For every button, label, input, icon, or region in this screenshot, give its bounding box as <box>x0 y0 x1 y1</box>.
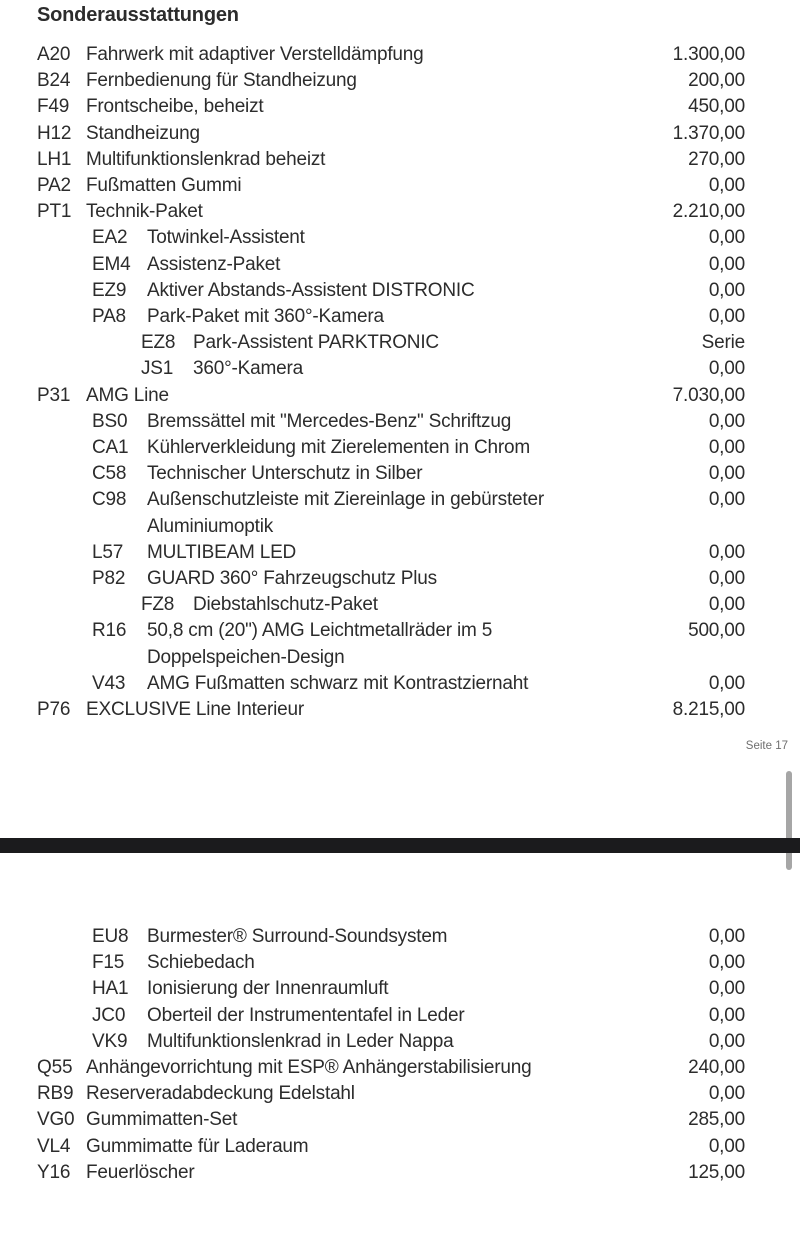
option-price: 1.370,00 <box>672 122 745 144</box>
option-desc: Technik-Paket <box>86 201 203 223</box>
option-code: LH1 <box>37 148 72 170</box>
option-desc-block <box>147 409 511 435</box>
option-desc: Frontscheibe, beheizt <box>86 96 264 118</box>
option-row <box>0 68 800 94</box>
option-code: B24 <box>37 70 71 92</box>
option-price: 0,00 <box>708 437 745 459</box>
option-code: A20 <box>37 44 71 65</box>
option-row <box>0 976 800 1002</box>
option-code: HA1 <box>92 978 129 1000</box>
option-code: L57 <box>92 541 124 563</box>
option-desc-line2: Aluminiumoptik <box>147 515 274 537</box>
option-code: Y16 <box>37 1161 71 1183</box>
option-price: 0,00 <box>708 1083 745 1105</box>
option-desc: Fußmatten Gummi <box>86 175 242 197</box>
option-desc-block <box>86 147 325 173</box>
option-desc-block <box>193 330 439 356</box>
option-desc: Gummimatte für Laderaum <box>86 1135 309 1157</box>
option-price: 0,00 <box>708 1004 745 1026</box>
option-desc: Schiebedach <box>147 952 255 974</box>
option-code: EU8 <box>92 926 129 947</box>
document-title: Sonderausstattungen <box>37 4 239 26</box>
option-desc: Gummimatten-Set <box>86 1109 238 1131</box>
option-code: EZ9 <box>92 279 127 301</box>
option-desc: Technischer Unterschutz in Silber <box>147 463 423 485</box>
option-desc-block <box>147 304 384 330</box>
option-row <box>0 592 800 618</box>
option-desc: Feuerlöscher <box>86 1161 195 1183</box>
option-price: 2.210,00 <box>672 201 745 223</box>
option-desc-block <box>147 252 280 278</box>
option-price: 500,00 <box>688 620 745 642</box>
option-row <box>0 618 800 670</box>
option-desc-block <box>147 976 388 1002</box>
option-row <box>0 225 800 251</box>
scrollbar-thumb[interactable] <box>786 771 792 870</box>
option-price: Serie <box>701 332 745 354</box>
option-desc: Totwinkel-Assistent <box>147 227 305 249</box>
option-desc-block <box>147 566 437 592</box>
option-price: 0,00 <box>708 1135 745 1157</box>
option-desc-block <box>147 671 528 697</box>
option-row <box>0 487 800 539</box>
option-price: 0,00 <box>708 672 745 694</box>
option-desc: Außenschutzleiste mit Ziereinlage in gebürsteter <box>147 489 544 511</box>
option-code: VL4 <box>37 1135 71 1157</box>
option-code: BS0 <box>92 410 128 432</box>
options-list-page1 <box>0 42 800 723</box>
options-list-page2 <box>0 853 800 1186</box>
option-desc-line2: Doppelspeichen-Design <box>147 646 345 668</box>
option-desc: Bremssättel mit "Mercedes-Benz" Schriftzug <box>147 410 512 432</box>
option-row <box>0 199 800 225</box>
option-price: 7.030,00 <box>672 384 745 406</box>
option-desc-block <box>147 435 530 461</box>
option-row <box>0 409 800 435</box>
option-desc: Aktiver Abstands-Assistent DISTRONIC <box>147 279 475 301</box>
option-row <box>0 252 800 278</box>
option-code: CA1 <box>92 437 129 459</box>
option-row <box>0 121 800 147</box>
option-desc: 50,8 cm (20") AMG Leichtmetallräder im 5 <box>147 620 493 642</box>
option-code: JS1 <box>141 358 174 380</box>
option-row <box>0 1107 800 1133</box>
option-price: 270,00 <box>688 148 745 170</box>
option-desc: Park-Paket mit 360°-Kamera <box>147 306 384 328</box>
option-desc: Diebstahlschutz-Paket <box>193 594 378 616</box>
option-row <box>0 671 800 697</box>
option-desc-block <box>86 697 304 723</box>
option-desc-block <box>147 1029 454 1055</box>
option-row <box>0 566 800 592</box>
option-desc-block <box>193 592 378 618</box>
option-row <box>0 383 800 409</box>
option-desc-block <box>147 618 492 670</box>
option-row <box>0 42 800 68</box>
option-price: 0,00 <box>708 358 745 380</box>
option-price: 0,00 <box>708 594 745 616</box>
option-desc-block <box>86 173 241 199</box>
option-code: V43 <box>92 672 126 694</box>
option-desc: EXCLUSIVE Line Interieur <box>86 699 305 721</box>
option-row <box>0 330 800 356</box>
option-desc: Reserveradabdeckung Edelstahl <box>86 1083 355 1105</box>
option-price: 285,00 <box>688 1109 745 1131</box>
option-row <box>0 1134 800 1160</box>
option-row <box>0 1029 800 1055</box>
option-price: 0,00 <box>708 227 745 249</box>
option-row <box>0 1055 800 1081</box>
option-price: 200,00 <box>688 70 745 92</box>
option-code: VK9 <box>92 1030 128 1052</box>
option-code: VG0 <box>37 1109 75 1131</box>
option-code: EZ8 <box>141 332 176 354</box>
option-desc: Standheizung <box>86 122 200 144</box>
option-desc: Burmester® Surround-Soundsystem <box>147 926 448 947</box>
option-price: 0,00 <box>708 926 745 947</box>
option-desc-block <box>86 383 169 409</box>
option-row <box>0 356 800 382</box>
page-separator <box>0 838 800 853</box>
option-desc-block <box>86 68 357 94</box>
option-price: 240,00 <box>688 1057 745 1079</box>
option-desc: Anhängevorrichtung mit ESP® Anhängerstabilisierung <box>86 1057 532 1079</box>
option-price: 8.215,00 <box>672 699 745 721</box>
option-price: 0,00 <box>708 279 745 301</box>
option-desc-block <box>86 199 203 225</box>
option-row <box>0 540 800 566</box>
option-desc: 360°-Kamera <box>193 358 303 380</box>
option-desc: Fernbedienung für Standheizung <box>86 70 357 92</box>
option-row <box>0 697 800 723</box>
option-price: 125,00 <box>688 1161 745 1183</box>
option-desc-block <box>86 1134 308 1160</box>
option-price: 0,00 <box>708 253 745 275</box>
option-price: 0,00 <box>708 410 745 432</box>
option-code: C98 <box>92 489 127 511</box>
option-row <box>0 950 800 976</box>
option-row <box>0 1081 800 1107</box>
option-desc: Oberteil der Instrumententafel in Leder <box>147 1004 465 1026</box>
option-desc-block <box>86 42 424 68</box>
option-desc: Park-Assistent PARKTRONIC <box>193 332 439 354</box>
option-code: FZ8 <box>141 594 175 616</box>
option-desc-block <box>147 225 305 251</box>
option-row <box>0 94 800 120</box>
option-desc: GUARD 360° Fahrzeugschutz Plus <box>147 568 437 590</box>
option-desc: Fahrwerk mit adaptiver Verstelldämpfung <box>86 44 424 65</box>
option-code: F15 <box>92 952 125 974</box>
option-code: EM4 <box>92 253 131 275</box>
option-desc: Multifunktionslenkrad in Leder Nappa <box>147 1030 454 1052</box>
pdf-page-2 <box>0 853 800 1236</box>
option-desc-block <box>86 1107 237 1133</box>
option-code: F49 <box>37 96 70 118</box>
option-desc-block <box>147 461 422 487</box>
option-desc: AMG Line <box>86 384 169 406</box>
option-desc-block <box>86 121 200 147</box>
option-row <box>0 304 800 330</box>
option-row <box>0 1160 800 1186</box>
option-desc-block <box>147 278 475 304</box>
option-code: R16 <box>92 620 127 642</box>
option-price: 0,00 <box>708 952 745 974</box>
option-row <box>0 173 800 199</box>
option-price: 0,00 <box>708 978 745 1000</box>
option-row <box>0 435 800 461</box>
option-price: 0,00 <box>708 306 745 328</box>
option-code: Q55 <box>37 1057 73 1079</box>
option-price: 0,00 <box>708 541 745 563</box>
option-row <box>0 1003 800 1029</box>
option-price: 0,00 <box>708 489 745 511</box>
option-desc-block <box>147 540 296 566</box>
option-row <box>0 924 800 950</box>
option-desc: Assistenz-Paket <box>147 253 281 275</box>
option-code: C58 <box>92 463 127 485</box>
option-desc-block <box>147 950 255 976</box>
option-price: 0,00 <box>708 175 745 197</box>
option-code: P76 <box>37 699 71 721</box>
option-code: PT1 <box>37 201 72 223</box>
option-row <box>0 461 800 487</box>
option-desc: Multifunktionslenkrad beheizt <box>86 148 326 170</box>
option-desc: AMG Fußmatten schwarz mit Kontrastziernaht <box>147 672 529 694</box>
option-desc: Ionisierung der Innenraumluft <box>147 978 389 1000</box>
option-desc-block <box>147 924 447 950</box>
option-desc-block <box>86 1160 194 1186</box>
option-row <box>0 278 800 304</box>
option-price: 0,00 <box>708 1030 745 1052</box>
option-desc-block <box>86 1081 355 1107</box>
option-price: 0,00 <box>708 463 745 485</box>
option-price: 1.300,00 <box>672 44 745 65</box>
option-code: JC0 <box>92 1004 126 1026</box>
option-desc: Kühlerverkleidung mit Zierelementen in Chrom <box>147 437 530 459</box>
option-price: 0,00 <box>708 568 745 590</box>
option-code: P82 <box>92 568 126 590</box>
option-code: EA2 <box>92 227 128 249</box>
option-desc-block <box>147 487 544 539</box>
option-code: H12 <box>37 122 72 144</box>
option-price: 450,00 <box>688 96 745 118</box>
option-desc-block <box>86 1055 532 1081</box>
page-number-label: Seite 17 <box>745 740 788 752</box>
option-code: PA2 <box>37 175 71 197</box>
option-code: P31 <box>37 384 71 406</box>
option-row <box>0 147 800 173</box>
option-desc: MULTIBEAM LED <box>147 541 297 563</box>
option-code: PA8 <box>92 306 126 328</box>
option-code: RB9 <box>37 1083 74 1105</box>
option-desc-block <box>86 94 263 120</box>
option-desc-block <box>147 1003 465 1029</box>
option-desc-block <box>193 356 303 382</box>
